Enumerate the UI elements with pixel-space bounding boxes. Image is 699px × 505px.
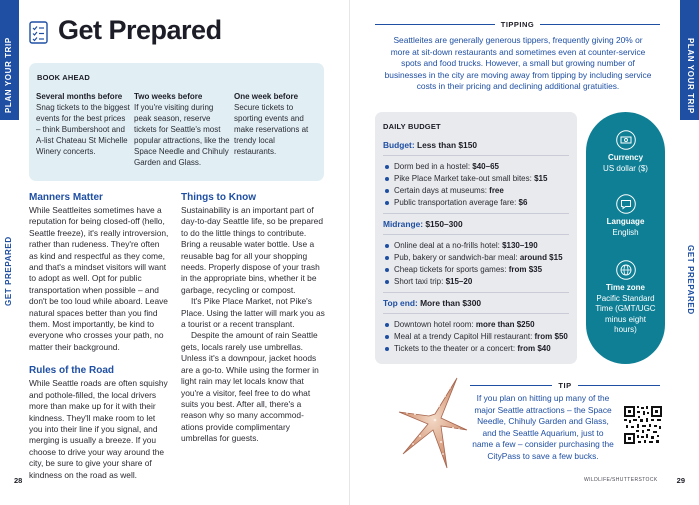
- list-item: Short taxi trip: $15–20: [383, 276, 577, 288]
- tier-label: Top end:: [383, 298, 418, 308]
- timezone-value: Pacific Standard Time (GMT/UGC minus eight hours): [595, 293, 656, 334]
- section-title-things: Things to Know: [181, 192, 256, 203]
- tip-label: [470, 381, 660, 390]
- list-item: Meal at a trendy Capitol Hill restaurant: from $50: [383, 331, 577, 343]
- currency-value: US dollar ($): [603, 163, 648, 173]
- list-item: Downtown hotel room: more than $250: [383, 319, 577, 331]
- manners-paragraph: While Seattleites sometimes have a reputation for being closed-off (hello, Seattle freeze), it's really introversion, rather than rudeness. They're often as kind and respectful as they come, and that's a mindset visitors will want to adopt as well. Opt for public transportation when possible – and don't be too loud while aboard. Leave natural spaces better than you find them. Most importantly, be kind to everyone who crosses your path, no matter their background.: [29, 205, 169, 352]
- list-item: Pike Place Market take-out small bites: $15: [383, 173, 577, 185]
- page-title: Get Prepared: [58, 15, 222, 45]
- book-ahead-column-text: Snag tickets to the biggest events for the best prices – think Bumbershoot and A-list Chateau St Michelle Winery concerts.: [36, 103, 130, 156]
- section-title-manners: Manners Matter: [29, 192, 103, 203]
- text-column-right: [181, 192, 326, 445]
- tip-label-text: TIP: [558, 381, 572, 390]
- daily-budget-heading: DAILY BUDGET: [383, 122, 441, 131]
- side-tab-label: PLAN YOUR TRIP: [4, 37, 13, 113]
- timezone-title: Time zone: [606, 283, 645, 292]
- qr-code[interactable]: [624, 406, 662, 444]
- book-ahead-column-title: One week before: [234, 92, 299, 101]
- list-item: Certain days at museums: free: [383, 185, 577, 197]
- tier-value: $150–300: [425, 219, 463, 229]
- page-spine: [349, 0, 350, 505]
- budget-items: [383, 161, 577, 209]
- side-tab-get-prepared-right[interactable]: [680, 120, 699, 315]
- list-item: Online deal at a no-frills hotel: $130–190: [383, 240, 577, 252]
- book-ahead-column-text: Secure tickets to sporting events and make reservations at trendy local restaurants.: [234, 103, 309, 156]
- page-number-right: 29: [676, 476, 685, 485]
- globe-icon: [616, 260, 636, 280]
- things-paragraph: It's Pike Place Market, not Pike's Place. Using the latter will mark you as a tourist or a recent transplant.: [181, 296, 325, 330]
- book-ahead-column-title: Several months before: [36, 92, 123, 101]
- list-item: Cheap tickets for sports games: from $35: [383, 264, 577, 276]
- book-ahead-column: [36, 91, 131, 168]
- budget-tier: [383, 140, 577, 151]
- side-tab-label: GET PREPARED: [4, 236, 13, 306]
- banknote-icon: [616, 130, 636, 150]
- language-title: Language: [606, 217, 645, 226]
- side-tab-plan-your-trip-left[interactable]: [0, 0, 19, 120]
- tipping-label-text: TIPPING: [500, 20, 535, 29]
- currency-fact: [586, 130, 665, 174]
- checklist-icon: [29, 21, 48, 44]
- road-paragraph: While Seattle roads are often squishy and pothole-filled, the local drivers more than make up for it with their kindness. They'll make room to let you into their line if you signal, and merging is usually a breeze. If you choose to drive your way around the city, be sure to give your share of kindness on the road as well.: [29, 378, 168, 480]
- tipping-text: Seattleites are generally generous tippers, frequently giving 20% or more at sit-down restaurants and sometimes even at counter-service spots and food trucks. However, a small but growing number of businesses in the city are moving away from tipping by including service costs in their pricing and declining additional gratuities.: [384, 35, 652, 92]
- speech-bubble-icon: [616, 194, 636, 214]
- list-item: Dorm bed in a hostel: $40–65: [383, 161, 577, 173]
- language-value: English: [612, 227, 639, 237]
- things-paragraph: Despite the amount of rain Seattle gets, locals rarely use umbrellas. Unless it's a downpour, jacket hoods are a go-to. While using the former in light rain may let locals know that you're a visitor, feel free to do what suits you best. After all, there's a reason why so many accommod-ations provide complimentary umbrellas for guests.: [181, 330, 319, 444]
- side-tab-get-prepared-left[interactable]: [0, 120, 19, 306]
- tipping-label: [375, 20, 660, 29]
- budget-tier: [383, 219, 577, 230]
- things-paragraph: Sustainability is an important part of day-to-day Seattle life, so be prepared to do the little things to contribute. Bring a reusable water bottle. Use a reusable bag for all your shopping needs. Properly dispose of your trash in the appropriate bins, whether it be garbage, recycling or compost.: [181, 205, 323, 295]
- book-ahead-column-text: If you're visiting during peak season, reserve tickets for Seattle's most popular attractions, like the Space Needle and Chihuly Garden and Glass.: [134, 103, 230, 167]
- budget-tier: [383, 298, 577, 309]
- book-ahead-box: [29, 63, 324, 181]
- daily-budget-box: [375, 112, 577, 364]
- starfish-photo: [395, 372, 470, 472]
- text-column-left: [29, 192, 170, 481]
- tip-text: If you plan on hitting up many of the major Seattle attractions – the Space Needle, Chihuly Garden and Glass, and the Seattle Aquarium, just to name a few – consider purchasing the CityPass to save a few bucks.: [472, 393, 614, 461]
- tier-value: Less than $150: [416, 140, 478, 150]
- side-tab-label: PLAN YOUR TRIP: [686, 38, 695, 114]
- book-ahead-column: [134, 91, 231, 168]
- side-tab-label: GET PREPARED: [686, 245, 695, 315]
- tier-label: Budget:: [383, 140, 415, 150]
- page-number-left: 28: [14, 476, 23, 485]
- language-fact: [586, 194, 665, 238]
- list-item: Tickets to the theater or a concert: from $40: [383, 343, 577, 355]
- book-ahead-heading: BOOK AHEAD: [37, 73, 90, 82]
- photo-credit: WILDLIFE/SHUTTERSTOCK: [584, 477, 658, 483]
- section-title-road: Rules of the Road: [29, 365, 115, 377]
- book-ahead-column-title: Two weeks before: [134, 92, 203, 101]
- book-ahead-column: [234, 91, 318, 168]
- top-end-items: [383, 319, 577, 355]
- currency-title: Currency: [607, 153, 644, 162]
- side-tab-plan-your-trip-right[interactable]: [680, 0, 699, 120]
- tier-label: Midrange:: [383, 219, 424, 229]
- midrange-items: [383, 240, 577, 288]
- quick-facts-panel: [586, 112, 665, 364]
- list-item: Pub, bakery or sandwich-bar meal: around $15: [383, 252, 577, 264]
- list-item: Public transportation average fare: $6: [383, 197, 577, 209]
- timezone-fact: [586, 260, 665, 336]
- tier-value: More than $300: [420, 298, 482, 308]
